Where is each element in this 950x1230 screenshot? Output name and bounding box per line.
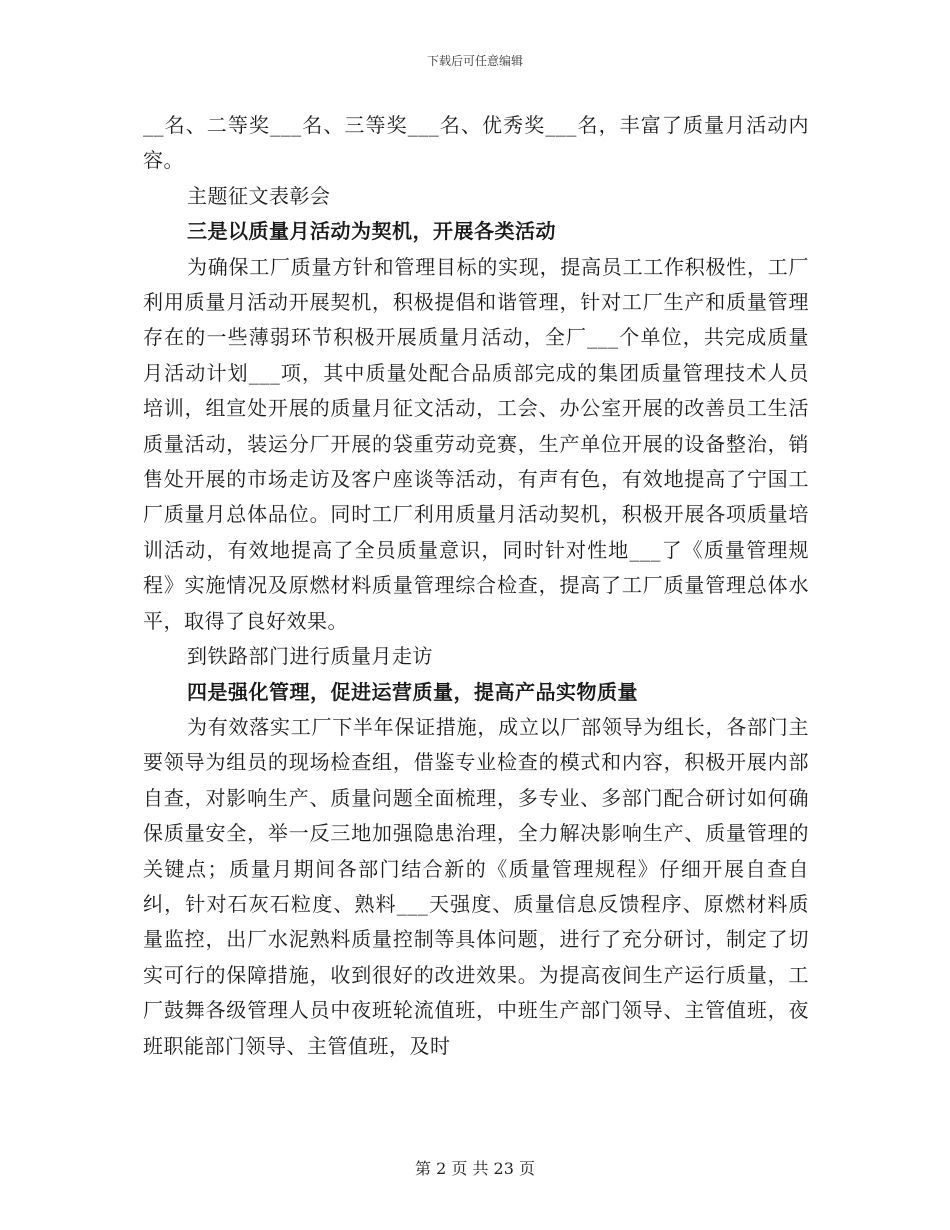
body-text: [143, 108, 809, 1064]
page-header: 下载后可任意编辑: [426, 54, 523, 68]
paragraph-activities: 为确保工厂质量方针和管理目标的实现，提高员工工作积极性，工厂利用质量月活动开展契机，积极提倡和谐管理，针对工厂生产和质量管理存在的一些薄弱环节积极开展质量月活动，全厂___个单位，共完成质量月活动计划___项，其中质量处配合品质部完成的集团质量管理技术人员培训，组宣处开展的质量月征文活动，工会、办公室开展的改善员工生活质量活动，装运分厂开展的袋重劳动竞赛，生产单位开展的设备整治，销售处开展的市场走访及客户座谈等活动，有声有色，有效地提高了宁国工厂质量月总体品位。同时工厂利用质量月活动契机，积极开展各项质量培训活动，有效地提高了全员质量意识，同时针对性地___了《质量管理规程》实施情况及原燃材料质量管理综合检查，提高了工厂质量管理总体水平，取得了良好效果。: [143, 254, 809, 633]
heading-section-three: 三是以质量月活动为契机，开展各类活动: [187, 219, 556, 244]
page-footer: 第 2 页 共 23 页: [415, 1159, 535, 1178]
heading-section-four: 四是强化管理，促进运营质量，提高产品实物质量: [187, 679, 638, 704]
caption-essay-ceremony: 主题征文表彰会: [187, 183, 331, 208]
caption-railway-visit: 到铁路部门进行质量月走访: [187, 644, 433, 669]
paragraph-awards: __名、二等奖___名、三等奖___名、优秀奖___名，丰富了质量月活动内容。: [143, 113, 809, 173]
paragraph-management: 为有效落实工厂下半年保证措施，成立以厂部领导为组长，各部门主要领导为组员的现场检查组，借鉴专业检查的模式和内容，积极开展内部自查，对影响生产、质量问题全面梳理，多专业、多部门配合研讨如何确保质量安全，举一反三地加强隐患治理，全力解决影响生产、质量管理的关键点；质量月期间各部门结合新的《质量管理规程》仔细开展自查自纠，针对石灰石粒度、熟料___天强度、质量信息反馈程序、原燃材料质量监控，出厂水泥熟料质量控制等具体问题，进行了充分研讨，制定了切实可行的保障措施，收到很好的改进效果。为提高夜间生产运行质量，工厂鼓舞各级管理人员中夜班轮流值班，中班生产部门领导、主管值班，夜班职能部门领导、主管值班，及时: [143, 714, 809, 1058]
